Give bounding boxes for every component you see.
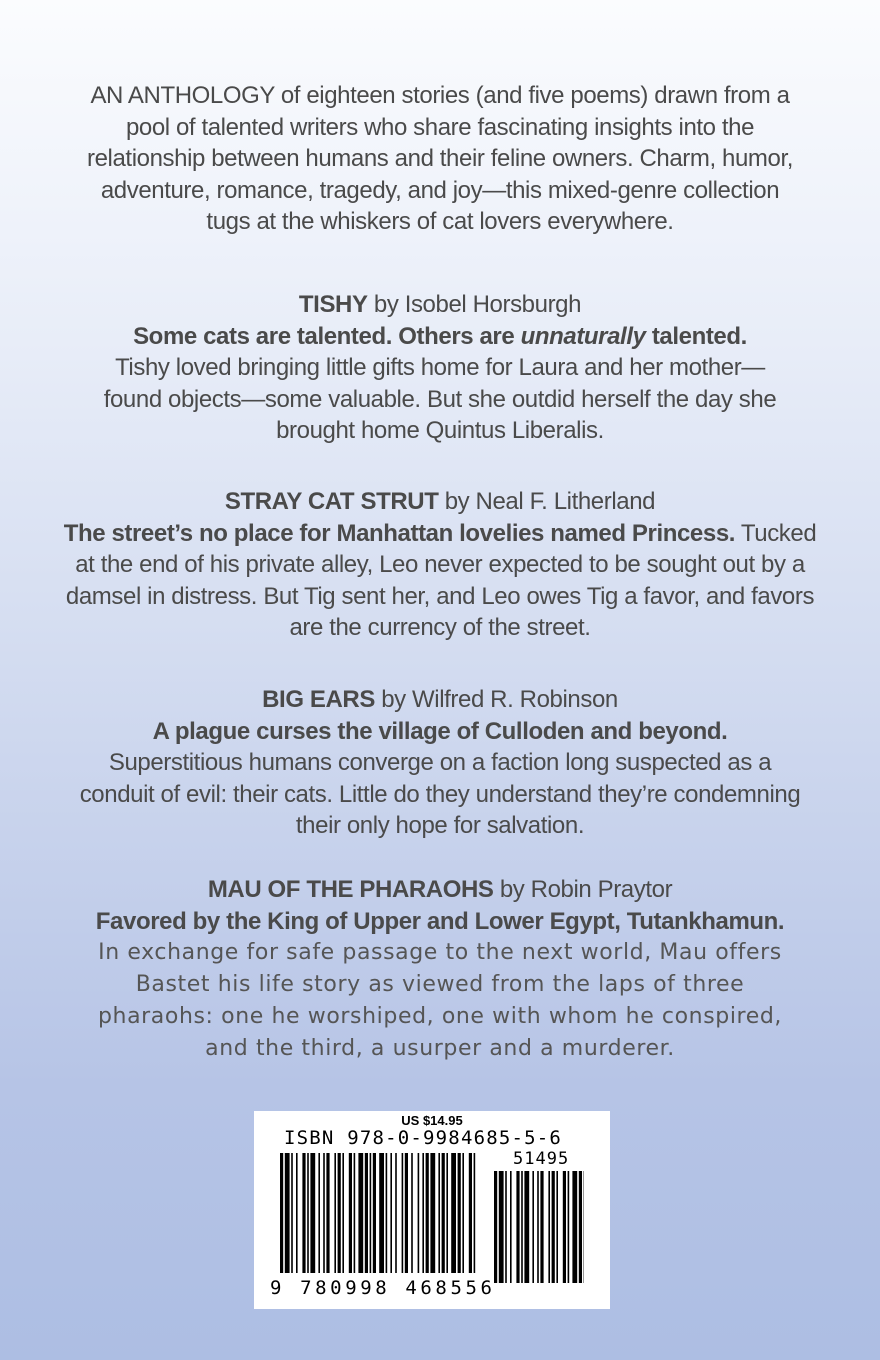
barcode-bar <box>516 1171 519 1283</box>
story-body-line: damsel in distress. But Tig sent her, and Leo owes Tig a favor, and favors <box>65 582 815 610</box>
barcode-bar <box>537 1171 539 1283</box>
barcode-bar <box>318 1153 320 1273</box>
barcode-bar <box>556 1171 558 1283</box>
barcode-bar <box>572 1171 577 1283</box>
barcode-bar <box>334 1153 336 1273</box>
story-stray-cat-strut <box>30 486 850 644</box>
story-body-line: brought home Quintus Liberalis. <box>276 417 604 444</box>
barcode-bar <box>438 1153 440 1273</box>
barcode-bar <box>552 1171 555 1283</box>
story-heading <box>30 486 850 518</box>
story-byline: by Neal F. Litherland <box>438 488 656 515</box>
tagline-emphasis: unnaturally <box>520 322 646 350</box>
barcode-bar <box>430 1153 435 1273</box>
barcode-bar <box>563 1171 566 1283</box>
story-body-line: are the currency of the street. <box>289 614 591 641</box>
story-heading <box>30 684 850 716</box>
story-heading <box>30 289 850 321</box>
barcode-bar <box>402 1153 404 1273</box>
barcode-bar <box>442 1153 445 1273</box>
intro-blurb <box>30 80 850 238</box>
story-title: TISHY <box>298 291 368 318</box>
barcode-bar <box>411 1153 413 1273</box>
barcode-bar <box>579 1171 582 1283</box>
barcode-bar <box>307 1153 309 1273</box>
story-body-line: at the end of his private alley, Leo never expected to be sought out by a <box>75 551 805 578</box>
story-tishy <box>30 289 850 447</box>
barcode-bar <box>494 1171 497 1283</box>
barcode-bar <box>386 1153 388 1273</box>
barcode-bar <box>370 1153 372 1273</box>
intro-line: relationship between humans and their feline owners. Charm, humor, <box>87 145 793 172</box>
barcode-bar <box>568 1171 570 1283</box>
story-body-line: their only hope for salvation. <box>295 812 585 839</box>
barcode-bar <box>521 1171 523 1283</box>
barcode-bar <box>426 1153 429 1273</box>
barcode-bar <box>548 1171 550 1283</box>
intro-line: adventure, romance, tragedy, and joy—this mixed-genre collection <box>100 176 780 204</box>
barcode-bar <box>349 1153 352 1273</box>
story-title: STRAY CAT STRUT <box>224 488 439 515</box>
barcode-bar <box>323 1153 325 1273</box>
story-body-line: found objects—some valuable. But she outdid herself the day she <box>103 385 777 413</box>
barcode-bar <box>379 1153 384 1273</box>
barcode-bar <box>418 1153 420 1273</box>
intro-line: tugs at the whiskers of cat lovers everywhere. <box>206 208 674 235</box>
barcode-bar <box>365 1153 368 1273</box>
intro-line: AN ANTHOLOGY of eighteen stories (and five poems) drawn from a <box>90 82 790 109</box>
barcode-addon-bars <box>494 1171 584 1283</box>
story-mau-of-the-pharaohs <box>30 874 850 1065</box>
barcode-bar <box>395 1153 397 1273</box>
intro-line: pool of talented writers who share fascinating insights into the <box>125 113 755 141</box>
story-body-line: and the third, a usurper and a murderer. <box>205 1036 675 1061</box>
story-body-line: Superstitious humans converge on a faction long suspected as a <box>108 749 772 776</box>
barcode-bar <box>499 1171 504 1283</box>
tagline-part: Some cats are talented. Others are <box>133 322 521 350</box>
barcode-bar <box>310 1153 315 1273</box>
tagline-part: talented. <box>645 322 747 350</box>
story-tagline <box>30 321 850 353</box>
barcode-bar <box>338 1153 341 1273</box>
isbn-label: ISBN 978-0-9984685-5-6 <box>284 1127 563 1149</box>
story-tagline-line <box>30 518 850 550</box>
ean-digits: 9 780998 468556 <box>270 1277 496 1299</box>
barcode-bar <box>405 1153 408 1273</box>
barcode-bar <box>358 1153 363 1273</box>
story-body-line: In exchange for safe passage to the next world, Mau offers <box>98 940 782 965</box>
story-title: BIG EARS <box>262 686 375 713</box>
barcode-bar <box>422 1153 424 1273</box>
barcode-bar <box>505 1171 507 1283</box>
barcode-bar <box>285 1153 290 1273</box>
barcode-main-bars <box>280 1153 475 1273</box>
story-title: MAU OF THE PHARAOHS <box>207 876 494 903</box>
barcode-bar <box>390 1153 392 1273</box>
story-tagline: A plague curses the village of Culloden and beyond. <box>152 717 728 745</box>
barcode-bar <box>296 1153 298 1273</box>
story-heading <box>30 874 850 906</box>
barcode-bar <box>474 1153 476 1273</box>
price-label: US $14.95 <box>401 1113 463 1128</box>
barcode-bar <box>373 1153 376 1273</box>
story-body-line: pharaohs: one he worshiped, one with whom he conspired, <box>97 1004 783 1029</box>
barcode-bar <box>354 1153 356 1273</box>
story-body-line: Tishy loved bringing little gifts home for Laura and her mother— <box>115 354 765 381</box>
barcode-bar <box>510 1171 512 1283</box>
barcode-bar <box>462 1153 464 1273</box>
story-big-ears <box>30 684 850 842</box>
story-body-line: Bastet his life story as viewed from the laps of three <box>135 972 745 997</box>
barcode-bar <box>458 1153 461 1273</box>
story-tagline: The street’s no place for Manhattan lovelies named Princess. <box>63 519 736 547</box>
barcode-bar <box>451 1153 456 1273</box>
barcode-bar <box>302 1153 305 1273</box>
barcode-bar <box>326 1153 329 1273</box>
story-byline: by Wilfred R. Robinson <box>374 686 618 713</box>
barcode-bar <box>342 1153 344 1273</box>
story-byline: by Robin Praytor <box>493 876 673 903</box>
story-byline: by Isobel Horsburgh <box>367 291 582 318</box>
barcode-bar <box>540 1171 543 1283</box>
barcode-bar <box>446 1153 448 1273</box>
barcode-bar <box>524 1171 529 1283</box>
isbn-barcode <box>254 1111 610 1309</box>
story-body-start: Tucked <box>735 519 817 547</box>
addon-code: 51495 <box>513 1149 570 1169</box>
story-body-line: conduit of evil: their cats. Little do they understand they’re condemning <box>79 780 801 808</box>
barcode-bar <box>291 1153 293 1273</box>
barcode-bar <box>532 1171 534 1283</box>
barcode-bar <box>280 1153 283 1273</box>
barcode-bar <box>469 1153 472 1273</box>
story-tagline: Favored by the King of Upper and Lower Egypt, Tutankhamun. <box>95 907 785 935</box>
